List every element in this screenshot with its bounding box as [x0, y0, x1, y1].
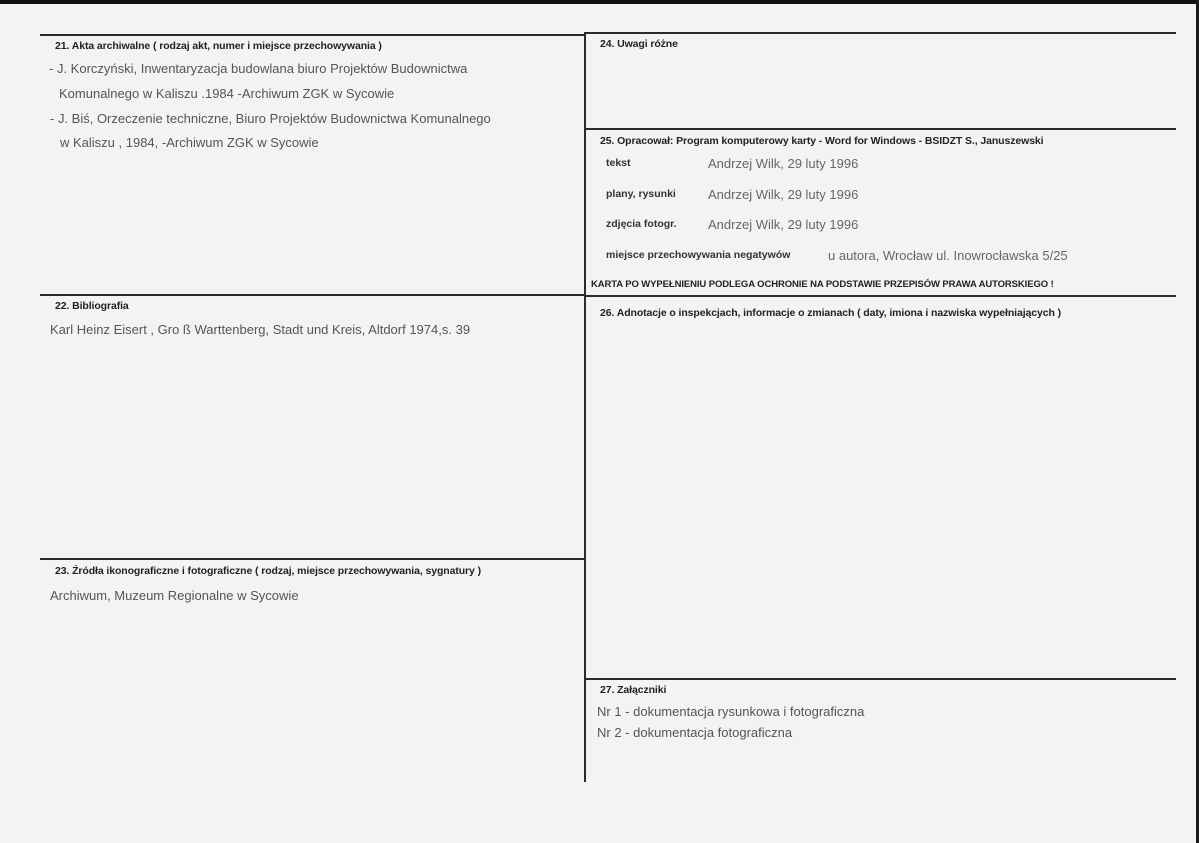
section-27-heading: 27. Załączniki [600, 684, 667, 696]
row-value-plany: Andrzej Wilk, 29 luty 1996 [708, 187, 859, 202]
section-27-item-1: Nr 1 - dokumentacja rysunkowa i fotograficzna [597, 704, 865, 719]
section-25-heading: 25. Opracował: Program komputerowy karty - Word for Windows - BSIDZT S., Januszewski [600, 135, 1044, 147]
section-23-heading: 23. Źródła ikonograficzne i fotograficzne ( rodzaj, miejsce przechowywania, sygnatury ) [55, 565, 481, 577]
section-21-heading: 21. Akta archiwalne ( rodzaj akt, numer i miejsce przechowywania ) [55, 40, 382, 52]
row-label-plany: plany, rysunki [606, 188, 676, 200]
center-divider [584, 32, 586, 782]
copyright-notice: KARTA PO WYPEŁNIENIU PODLEGA OCHRONIE NA PODSTAWIE PRZEPISÓW PRAWA AUTORSKIEGO ! [591, 279, 1054, 290]
section-21-line-1: - J. Korczyński, Inwentaryzacja budowlana biuro Projektów Budownictwa [49, 61, 468, 76]
section-23-text: Archiwum, Muzeum Regionalne w Sycowie [50, 588, 299, 603]
rule-section-25 [586, 128, 1176, 130]
rule-section-23 [40, 558, 586, 560]
negatives-label: miejsce przechowywania negatywów [606, 249, 791, 261]
section-22-heading: 22. Bibliografia [55, 300, 129, 312]
row-value-tekst: Andrzej Wilk, 29 luty 1996 [708, 156, 859, 171]
section-26-heading: 26. Adnotacje o inspekcjach, informacje o zmianach ( daty, imiona i nazwiska wypełniających ) [600, 307, 1062, 319]
top-rule-left [40, 34, 586, 36]
rule-notice [586, 295, 1176, 297]
section-24-heading: 24. Uwagi różne [600, 38, 678, 50]
row-label-zdjecia: zdjęcia fotogr. [606, 218, 677, 230]
section-21-line-2: Komunalnego w Kaliszu .1984 -Archiwum ZGK w Sycowie [59, 86, 395, 101]
section-21-line-4: w Kaliszu , 1984, -Archiwum ZGK w Sycowie [60, 135, 319, 150]
row-label-tekst: tekst [606, 157, 631, 169]
section-21-line-3: - J. Biś, Orzeczenie techniczne, Biuro Projektów Budownictwa Komunalnego [50, 111, 491, 126]
top-rule-right [586, 32, 1176, 34]
negatives-value: u autora, Wrocław ul. Inowrocławska 5/25 [828, 248, 1068, 263]
scan-edge-top [0, 0, 1199, 4]
rule-section-27 [586, 678, 1176, 680]
rule-section-22 [40, 294, 586, 296]
row-value-zdjecia: Andrzej Wilk, 29 luty 1996 [708, 217, 859, 232]
section-22-text: Karl Heinz Eisert , Gro ß Warttenberg, Stadt und Kreis, Altdorf 1974,s. 39 [50, 322, 471, 337]
section-27-item-2: Nr 2 - dokumentacja fotograficzna [597, 725, 793, 740]
